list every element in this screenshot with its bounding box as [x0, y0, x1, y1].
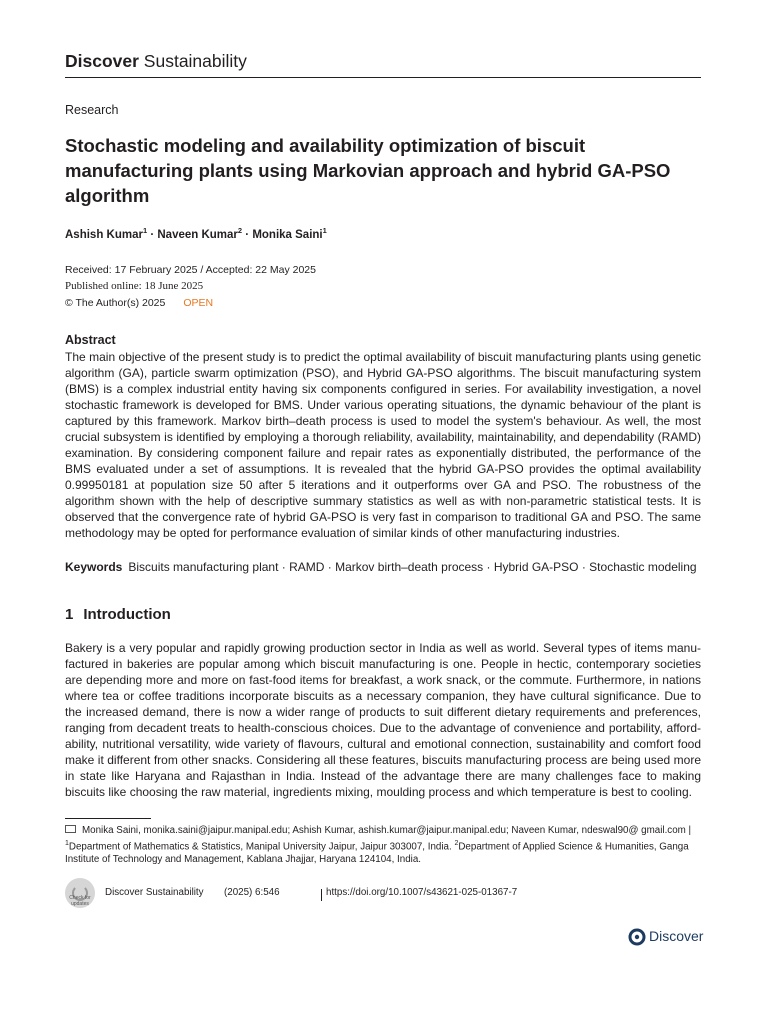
section-heading-introduction	[65, 606, 171, 623]
section-number: 1	[65, 606, 74, 623]
envelope-icon	[65, 825, 76, 833]
keywords-heading: Keywords	[65, 560, 123, 574]
affiliation-mark: 1	[322, 226, 327, 235]
author-name[interactable]: Ashish Kumar	[65, 228, 143, 241]
footnote-rule	[65, 818, 151, 819]
footnote-contacts[interactable]: Monika Saini, monika.saini@jaipur.manipal.edu; Ashish Kumar, ashish.kumar@jaipur.manipal.edu; Naveen Kumar, ndeswal90@ gmail.com |	[82, 825, 692, 836]
crossmark-label	[62, 895, 98, 907]
open-access-badge[interactable]: OPEN	[183, 297, 214, 309]
affiliation-mark: 1	[65, 840, 69, 847]
author-name[interactable]: Monika Saini	[252, 228, 323, 241]
copyright-text: © The Author(s) 2025	[65, 297, 166, 309]
author-name[interactable]: Naveen Kumar	[157, 228, 238, 241]
journal-name-regular: Sustainability	[138, 51, 247, 71]
article-title: Stochastic modeling and availability optimization of biscuit manufacturing plants using Markovian approach and hybrid GA-PSO algorithm	[65, 135, 671, 206]
affiliation-mark: 2	[454, 840, 459, 847]
header-rule	[65, 77, 701, 78]
article-type: Research	[65, 103, 119, 117]
author-separator: ·	[147, 228, 158, 241]
section-title: Introduction	[83, 606, 171, 623]
crossmark-label-line1: Check for	[69, 895, 91, 901]
author-list	[65, 226, 327, 241]
affiliation-2: Department of Applied Science & Humanities, Ganga Institute of Technology and Management, Kablana Jhajjar, Haryana 124104, India.	[65, 841, 689, 866]
journal-name	[65, 51, 247, 72]
crossmark-label-line2: updates	[71, 901, 89, 907]
abstract-heading: Abstract	[65, 333, 116, 347]
affiliation-mark: 1	[142, 226, 148, 235]
doi-link[interactable]: https://doi.org/10.1007/s43621-025-01367-7	[326, 887, 518, 898]
received-accepted-dates: Received: 17 February 2025 / Accepted: 22 May 2025	[65, 264, 316, 276]
author-separator: ·	[242, 228, 253, 241]
discover-logo-icon	[628, 928, 646, 946]
abstract-text: The main objective of the present study is to predict the optimal availability of biscuit manufacturing plants using genetic algorithm (GA), particle swarm optimization (PSO), and Hybrid GA-PSO algorithms. The biscuit manufacturing system (BMS) is a complex industrial entity having six components configured in series. For availability investigation, a novel stochastic framework is developed for BMS. Under various operating situations, the dynamic behaviour of the plant is captured by this framework. Markov birth–death process is used to model the system's behaviour. As well, the most crucial subsystem is identified by employing a thorough reliability, availability, maintainability, and dependability (RAMD) examination. By considering component failure and repair rates as exponentially distributed, the performance of the BMS evaluated under a set of assumptions. It is revealed that the hybrid GA-PSO provides the optimal availability 0.99950181 at population size 50 after 5 iterations and it outperforms over GA and PSO. The robustness of the algorithm shown with the help of descriptive summary statistics as well as with non-parametric statistical tests. It is observed that the convergence rate of hybrid GA-PSO is very fast in comparison to traditional GA and PSO. The same methodology may be opted for performance evaluation of similar kinds of other manufacturing industries.	[65, 350, 701, 540]
keywords-list: Biscuits manufacturing plant · RAMD · Markov birth–death process · Hybrid GA-PSO · Stochastic modeling	[128, 560, 697, 574]
footnote	[65, 824, 701, 866]
affiliation-1: Department of Mathematics & Statistics, Manipal University Jaipur, Jaipur 303007, India.	[68, 841, 455, 853]
footer-journal: Discover Sustainability	[105, 887, 204, 898]
copyright-line	[65, 297, 213, 309]
published-date: Published online: 18 June 2025	[65, 280, 204, 292]
affiliation-mark: 2	[237, 226, 243, 235]
journal-name-bold: Discover	[65, 51, 139, 71]
keywords	[65, 560, 705, 574]
discover-brand: Discover	[649, 928, 704, 944]
introduction-text: Bakery is a very popular and rapidly growing production sector in India as well as world. Several types of items manu-factured in bakeries are popular among which biscuit manufacturing is one. People in hectic, contemporary societies are depending more and more on fast-food items for breakfast, a work snack, or the commute. Furthermore, in nations where tea or coffee traditions incorporate biscuits as a necessary companion, they have cultural significance. Due to the increased demand, there is now a wider range of products to suit different dietary requirements and preferences, ranging from decadent treats to health-conscious choices. Due to the advantage of convenience and portability, afford-ability, nutritional versatility, wide variety of flavours, cultural and emotional connection, sustainability and comfort food make it different from other snacks. Considering all these features, biscuits manufacturing process are being used more in state like Haryana and Rajasthan in India. Instead of the advantage there are many challenges face to making biscuits like choosing the raw material, ingredients mixing, moulding process and which temperature is best to cooling.	[65, 641, 701, 799]
footer-divider	[321, 889, 322, 901]
footer-citation: (2025) 6:546	[224, 887, 280, 898]
